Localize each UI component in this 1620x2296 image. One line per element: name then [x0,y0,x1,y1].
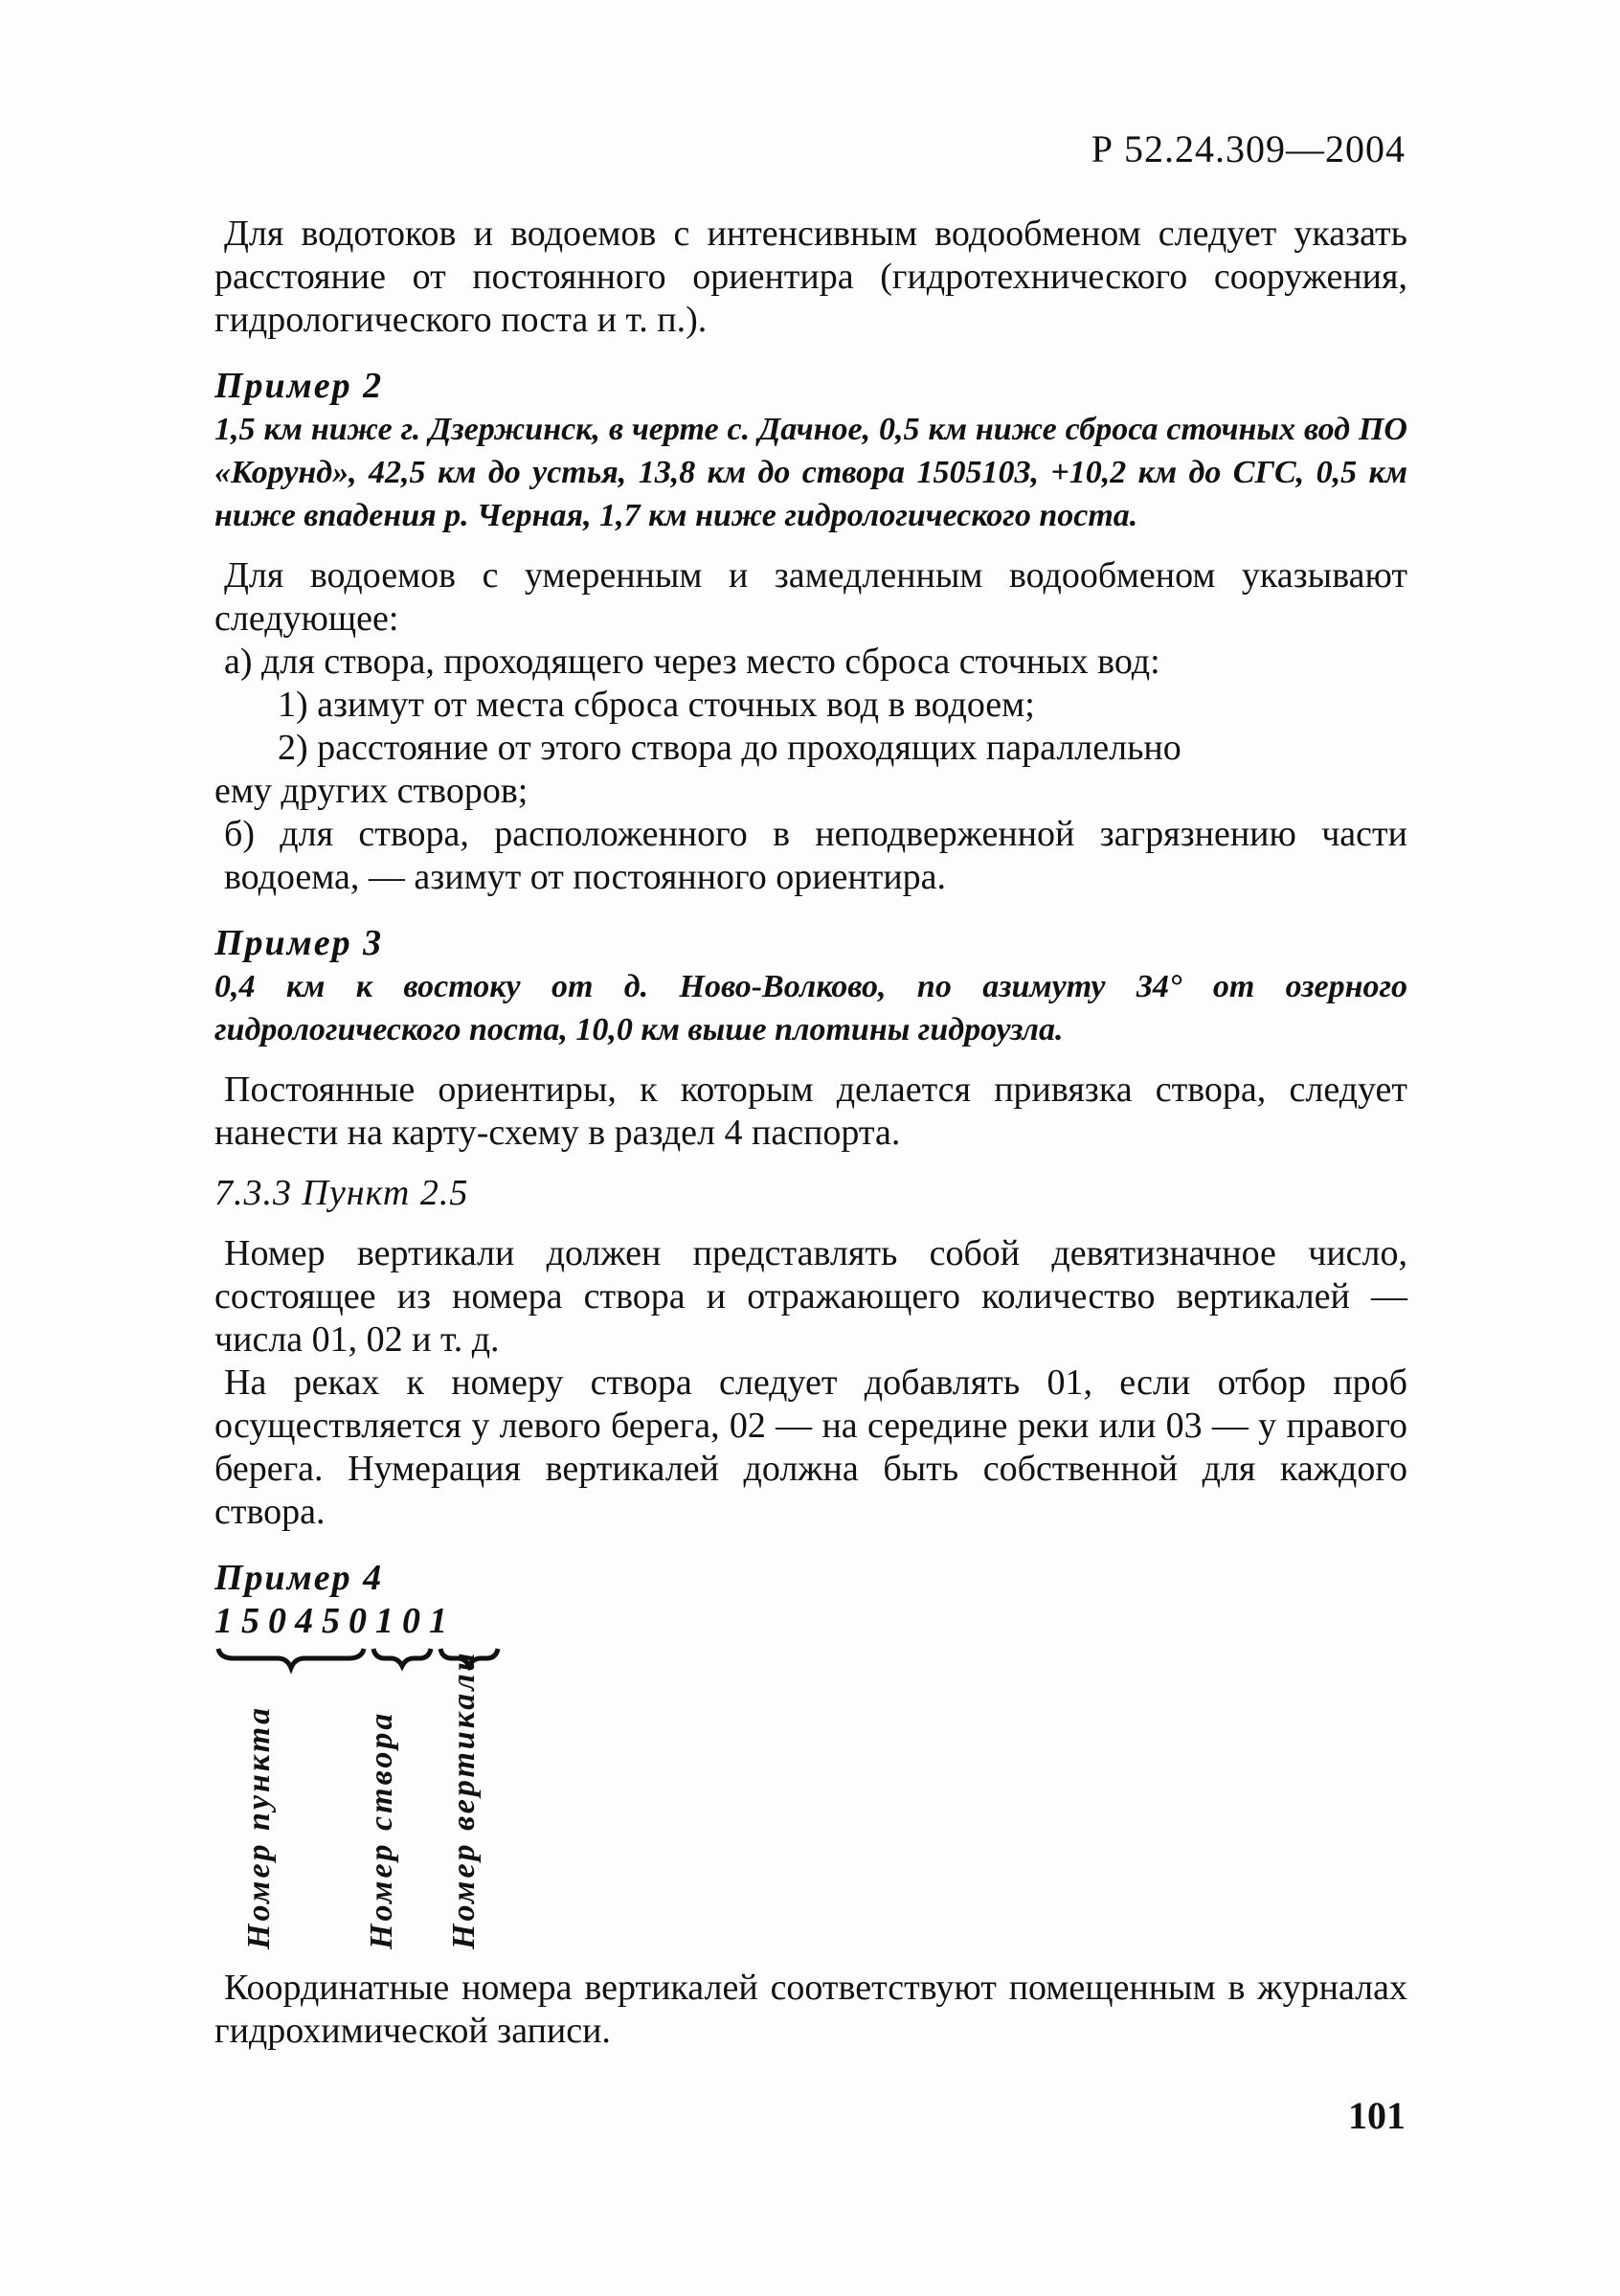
document-code: Р 52.24.309—2004 [1091,127,1406,170]
brace-group [214,1643,597,1700]
label-vertical-number: Номер вертикали [446,1650,482,1949]
example-3-label: Пример 3 [214,923,384,963]
paragraph-coordinates: Координатные номера вертикалей соответствуют помещенным в журналах гидрохимической записи. [214,1968,1407,2051]
list-item-a2-continued: ему других створов; [214,771,529,811]
page-content [214,213,1407,2053]
brace-section [373,1649,431,1666]
list-item-a2: 2) расстояние от этого створа до проходящих параллельно [278,728,1181,768]
code-breakdown-diagram [214,1643,597,1949]
section-heading: 7.3.3 Пункт 2.5 [214,1173,469,1213]
list-item-a: а) для створа, проходящего через место сброса сточных вод: [224,642,1160,682]
page-number: 101 [1348,2094,1406,2137]
list-item-a1: 1) азимут от места сброса сточных вод в водоем; [278,685,1035,725]
paragraph-watercourses: Для водотоков и водоемов с интенсивным водообменом следует указать расстояние от постоянного ориентира (гидротехнического сооружения, гидрологического поста и т. п.). [214,214,1407,340]
paragraph-vertical-number: Номер вертикали должен представлять собой девятизначное число, состоящее из номера створа и отражающего количество вертикалей — числа 01, 02 и т. д. [214,1233,1407,1360]
example-2-label: Пример 2 [214,366,384,406]
brace-point [218,1649,364,1668]
example-3-text: 0,4 км к востоку от д. Ново-Волково, по азимуту 34° от озерного гидрологического поста, 10,0 км выше плотины гидроузла. [214,969,1407,1047]
paragraph-reservoirs: Для водоемов с умеренным и замедленным водообменом указывают следующее: [214,555,1407,639]
label-section-number: Номер створа [364,1710,399,1949]
example-4-label: Пример 4 [214,1558,384,1598]
example-2-text: 1,5 км ниже г. Дзержинск, в черте с. Дачное, 0,5 км ниже сброса сточных вод ПО «Корунд», 42,5 км до устья, 13,8 км до створа 1505103, +10,2 км до СГС, 0,5 км ниже впадения р. Черная, 1,7 км ниже гидрологического поста. [214,412,1407,533]
paragraph-rivers: На реках к номеру створа следует добавлять 01, если отбор проб осуществляется у левого берега, 02 — на середине реки или 03 — у правого берега. Нумерация вертикалей должна быть собственной для каждого створа. [214,1362,1407,1532]
example-4-code: 150450101 [214,1601,456,1641]
paragraph-landmarks: Постоянные ориентиры, к которым делается привязка створа, следует нанести на карту-схему в раздел 4 паспорта. [214,1069,1407,1153]
list-item-b: б) для створа, расположенного в неподверженной загрязнению части водоема, — азимут от постоянного ориентира. [224,814,1407,897]
label-point-number: Номер пункта [241,1704,277,1949]
